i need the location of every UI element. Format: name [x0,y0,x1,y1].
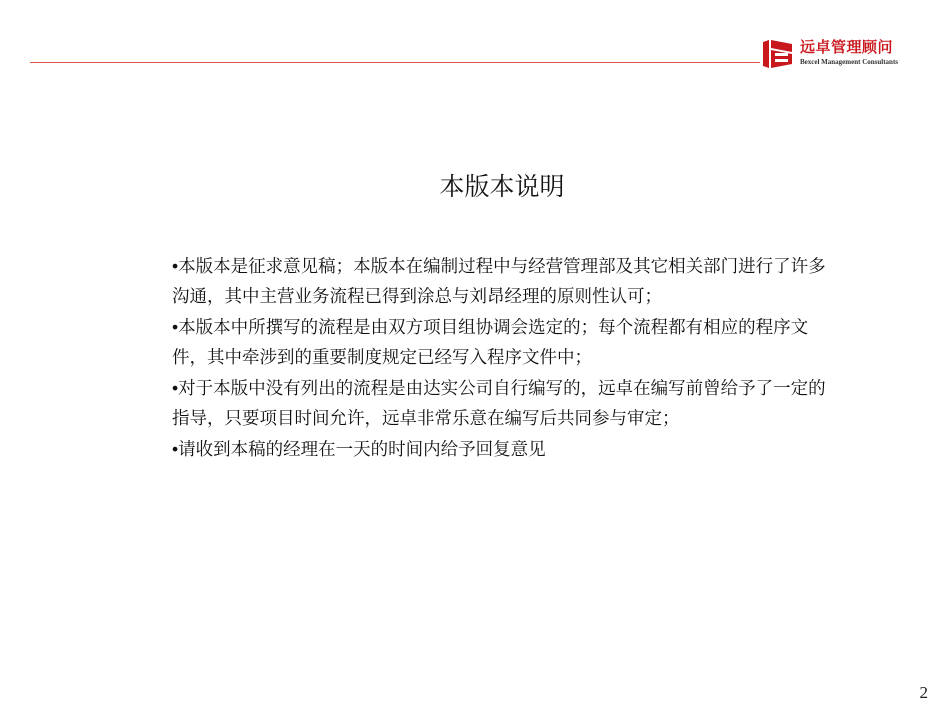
bullet-marker: • [172,317,179,337]
bullet-item [172,251,840,312]
page-number: 2 [919,683,928,702]
bullet-marker: • [172,256,179,276]
company-logo [761,36,916,72]
logo-name-cn: 远卓管理顾问 [800,38,894,56]
bullet-item [172,434,840,465]
bullet-text: 本版本中所撰写的流程是由双方项目组协调会选定的；每个流程都有相应的程序文件，其中牵涉到的重要制度规定已经写入程序文件中； [172,318,809,368]
bullet-text: 本版本是征求意见稿；本版本在编制过程中与经营管理部及其它相关部门进行了许多沟通，其中主营业务流程已得到涂总与刘昂经理的原则性认可； [172,257,826,307]
slide-title: 本版本说明 [439,172,565,201]
bullet-item [172,312,840,373]
bullet-marker: • [172,439,179,459]
bullet-text: 对于本版中没有列出的流程是由达实公司自行编写的，远卓在编写前曾给予了一定的指导，只要项目时间允许，远卓非常乐意在编写后共同参与审定； [172,379,826,429]
bullet-item [172,373,840,434]
bullet-marker: • [172,378,179,398]
bullet-text: 请收到本稿的经理在一天的时间内给予回复意见 [178,440,546,460]
bexcel-logo-mark-icon [761,38,795,70]
header-rule [30,62,760,63]
logo-name-en: Bexcel Management Consultants [800,58,898,66]
bullet-list [172,251,840,465]
